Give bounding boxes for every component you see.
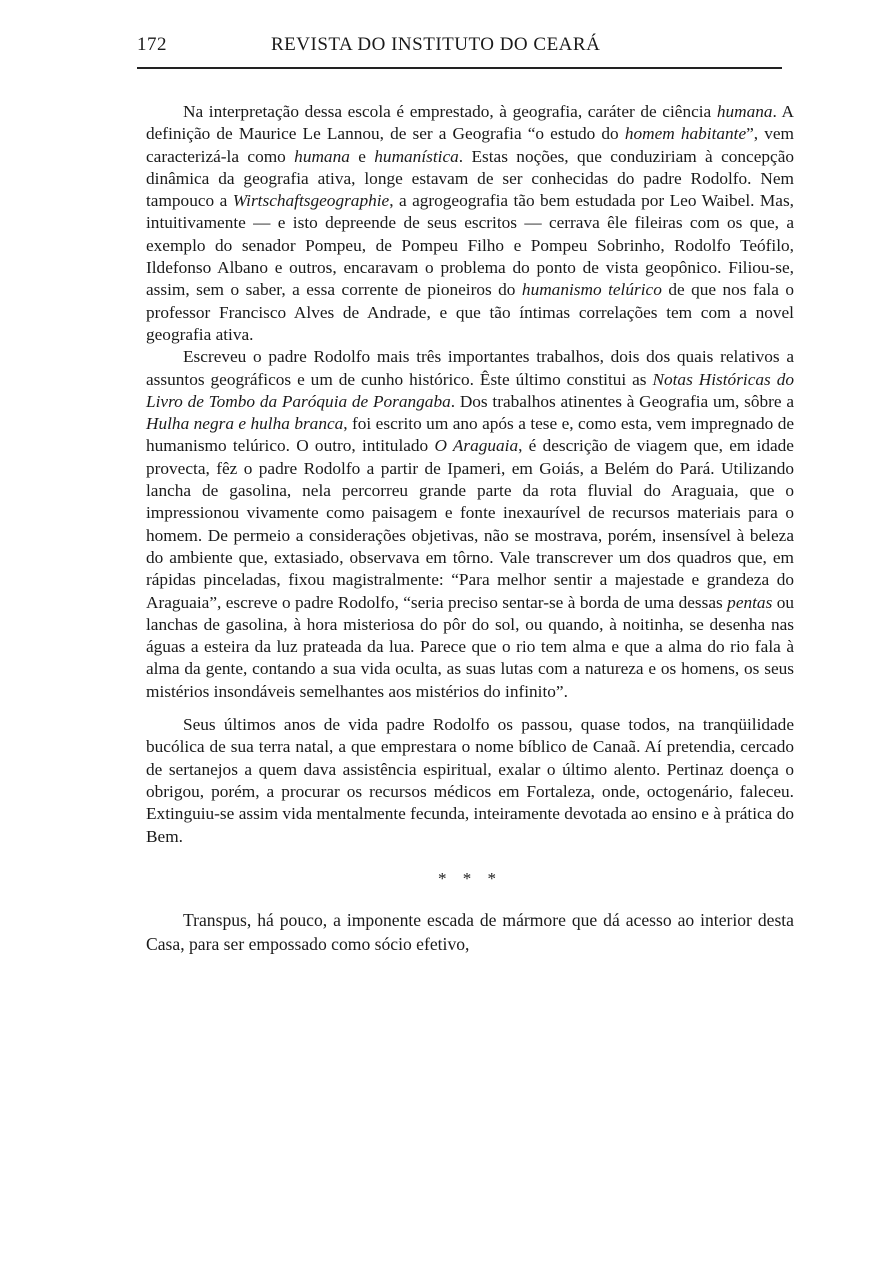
italic-phrase: O Araguaia bbox=[434, 436, 519, 456]
italic-phrase: humana bbox=[294, 146, 350, 166]
text-run: . Estas noções, que conduziriam à concepção dinâmica da geografia ativa, longe estavam de ser conhecidas do padre Rodolfo. Nem tampouco a bbox=[146, 146, 795, 211]
italic-phrase: humanística bbox=[374, 146, 459, 166]
italic-phrase: Notas Históricas do Livro de Tombo da Paróquia de Porangaba bbox=[146, 369, 794, 411]
text-run: ”, vem caracterizá-la como bbox=[146, 124, 794, 166]
italic-phrase: Hulha negra e hulha branca bbox=[146, 414, 344, 434]
closing-paragraph: Transpus, há pouco, a imponente escada de mármore que dá acesso ao interior desta Casa, para ser empossado como sócio efetivo, bbox=[146, 910, 794, 955]
italic-phrase: humana bbox=[716, 102, 773, 121]
text-run: Na interpretação dessa escola é emprestado, à geografia, caráter de ciência bbox=[183, 102, 717, 121]
text-run: Escreveu o padre Rodolfo mais três importantes trabalhos, dois dos quais relativos a assuntos geográficos e um de cunho histórico. Êste último constitui as bbox=[146, 347, 794, 389]
italic-phrase: Wirtschaftsgeographie bbox=[232, 191, 390, 211]
text-run: . A definição de Maurice Le Lannou, de ser a Geografia “o estudo do bbox=[146, 102, 794, 144]
paragraph-1 bbox=[146, 101, 794, 346]
italic-phrase: homem habitante bbox=[624, 124, 747, 144]
section-separator: * * * bbox=[438, 868, 502, 888]
text-run: , foi escrito um ano após a tese e, como esta, vem impregnado de humanismo telúrico. O outro, intitulado bbox=[146, 414, 795, 456]
paragraph-3 bbox=[146, 714, 794, 848]
italic-phrase: pentas bbox=[727, 592, 773, 612]
text-run: , a agrogeografia tão bem estudada por Leo Waibel. Mas, intuitivamente — e isto depreende de seus escritos — cerrava êle fileiras com os que, a exemplo do senador Pompeu, de Pompeu Filho e Pompeu Sobrinho, Rodolfo Teófilo, Ildefonso Albano e outros, encaravam o problema do ponto de vista geopônico. Filiou-se, assim, sem o saber, a essa corrente de pioneiros do bbox=[146, 191, 794, 300]
header-rule bbox=[137, 67, 782, 69]
article-body bbox=[146, 101, 794, 956]
page-number: 172 bbox=[137, 34, 167, 55]
journal-title: REVISTA DO INSTITUTO DO CEARÁ bbox=[271, 34, 601, 55]
text-run: . Dos trabalhos atinentes à Geografia um, sôbre a bbox=[450, 391, 794, 411]
italic-phrase: humanismo telúrico bbox=[521, 280, 662, 300]
text-run: , é descrição de viagem que, em idade provecta, fêz o padre Rodolfo a partir de Ipameri, em Goiás, a Belém do Pará. Utilizando lancha de gasolina, nela percorreu grande parte da rota fluvial do Araguaia, que o impressionou vivamente como paisagem e fonte inexaurível de recursos materiais para o homem. De permeio a considerações objetivas, não se mostrava, porém, insensível à beleza do ambiente que, extasiado, observava em tôrno. Vale transcrever um dos quadros que, em rápidas pinceladas, fixou magistralmente: “Para melhor sentir a majestade e grandeza do Araguaia”, escreve o padre Rodolfo, “seria preciso sentar-se à borda de uma dessas bbox=[146, 436, 794, 612]
text-run: Seus últimos anos de vida padre Rodolfo os passou, quase todos, na tranqüilidade bucólica de sua terra natal, a que emprestara o nome bíblico de Canaã. Aí pretendia, cercado de sertanejos a quem dava assistência espiritual, exalar o último alento. Pertinaz doença o obrigou, porém, a procurar os recursos médicos em Fortaleza, onde, octogenário, faleceu. Extinguiu-se assim vida mentalmente fecunda, inteiramente devotada ao ensino e à prática do Bem. bbox=[146, 715, 794, 846]
text-run: e bbox=[349, 146, 375, 166]
paragraph-2 bbox=[146, 346, 794, 703]
text-run: de que nos fala o professor Francisco Alves de Andrade, e que tão íntimas correlações tem com a novel geografia ativa. bbox=[146, 280, 794, 344]
text-run: ou lanchas de gasolina, à hora misteriosa do pôr do sol, ou quando, à noitinha, se desenha nas águas a esteira da luz prateada da lua. Parece que o rio tem alma e que a alma do rio fala à alma da gente, contando a sua vida oculta, as suas lutas com a natureza e os homens, os seus mistérios insondáveis semelhantes aos mistérios do infinito”. bbox=[146, 592, 795, 701]
